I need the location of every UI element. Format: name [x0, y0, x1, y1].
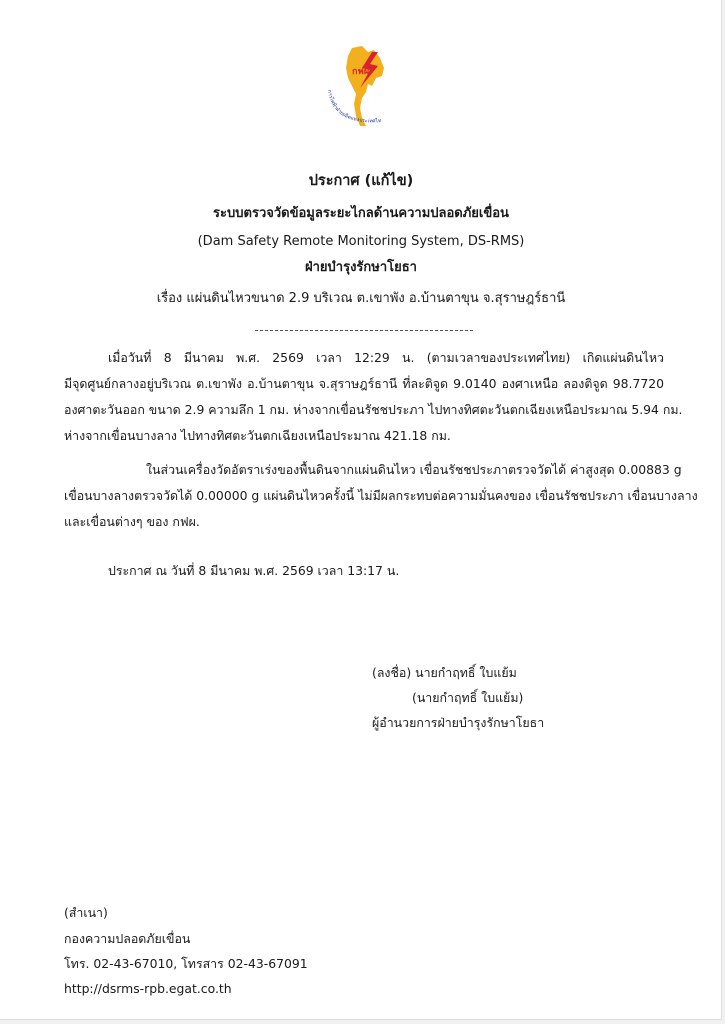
department-name: กองความปลอดภัยเขื่อน	[64, 931, 191, 946]
signer-position: ผู้อำนวยการฝ่ายบำรุงรักษาโยธา	[372, 715, 545, 730]
website-url: http://dsrms-rpb.egat.co.th	[64, 981, 232, 996]
logo-text: กฟผ	[352, 67, 370, 77]
paragraph-line: และเขื่อนต่างๆ ของ กฟผ.	[64, 514, 200, 529]
signer-name: (นายกำฤทธิ์ ใบแย้ม)	[412, 690, 524, 705]
system-name-thai: ระบบตรวจวัดข้อมูลระยะไกลด้านความปลอดภัยเขื่อน	[213, 206, 509, 221]
paragraph-line: เขื่อนบางลางตรวจวัดได้ 0.00000 g แผ่นดินไหวครั้งนี้ ไม่มีผลกระทบต่อความมั่นคงของ เขื่อนรัชชประภา เขื่อนบางลาง	[64, 488, 698, 503]
copy-label: (สำเนา)	[64, 905, 108, 920]
paragraph-line: ในส่วนเครื่องวัดอัตราเร่งของพื้นดินจากแผ่นดินไหว เขื่อนรัชชประภาตรวจวัดได้ ค่าสูงสุด 0.00883 g	[146, 462, 682, 477]
contact-phone: โทร. 02-43-67010, โทรสาร 02-43-67091	[64, 956, 308, 971]
system-name-english: (Dam Safety Remote Monitoring System, DS-RMS)	[197, 234, 525, 249]
paragraph-line: ห่างจากเขื่อนบางลาง ไปทางทิศตะวันตกเฉียงเหนือประมาณ 421.18 กม.	[64, 428, 451, 443]
thailand-map-shape	[346, 46, 384, 126]
logo-arc-text: การไฟฟ้าฝ่ายผลิตแห่งประเทศไท	[326, 89, 382, 125]
paragraph-line: เมื่อวันที่ 8 มีนาคม พ.ศ. 2569 เวลา 12:29 น. (ตามเวลาของประเทศไทย) เกิดแผ่นดินไหว	[108, 350, 664, 365]
announcement-date: ประกาศ ณ วันที่ 8 มีนาคม พ.ศ. 2569 เวลา 13:17 น.	[108, 563, 400, 578]
announcement-title: ประกาศ (แก้ไข)	[308, 173, 414, 189]
division-name: ฝ่ายบำรุงรักษาโยธา	[305, 260, 417, 275]
dashed-divider	[255, 330, 473, 331]
egat-logo	[322, 42, 402, 132]
signature-line: (ลงชื่อ) นายกำฤทธิ์ ใบแย้ม	[372, 665, 517, 680]
announcement-subject: เรื่อง แผ่นดินไหวขนาด 2.9 บริเวณ ต.เขาพัง อ.บ้านตาขุน จ.สุราษฎร์ธานี	[156, 291, 566, 306]
paragraph-earthquake-details	[64, 345, 683, 449]
paragraph-measurement	[64, 457, 698, 535]
paragraph-line: องศาตะวันออก ขนาด 2.9 ความลึก 1 กม. ห่างจากเขื่อนรัชชประภา ไปทางทิศตะวันตกเฉียงเหนือประมาณ 5.94 กม.	[64, 402, 683, 417]
paragraph-line: มีจุดศูนย์กลางอยู่บริเวณ ต.เขาพัง อ.บ้านตาขุน จ.สุราษฎร์ธานี ที่ละติจูด 9.0140 องศาเหนือ ลองติจูด 98.7720	[64, 376, 664, 391]
